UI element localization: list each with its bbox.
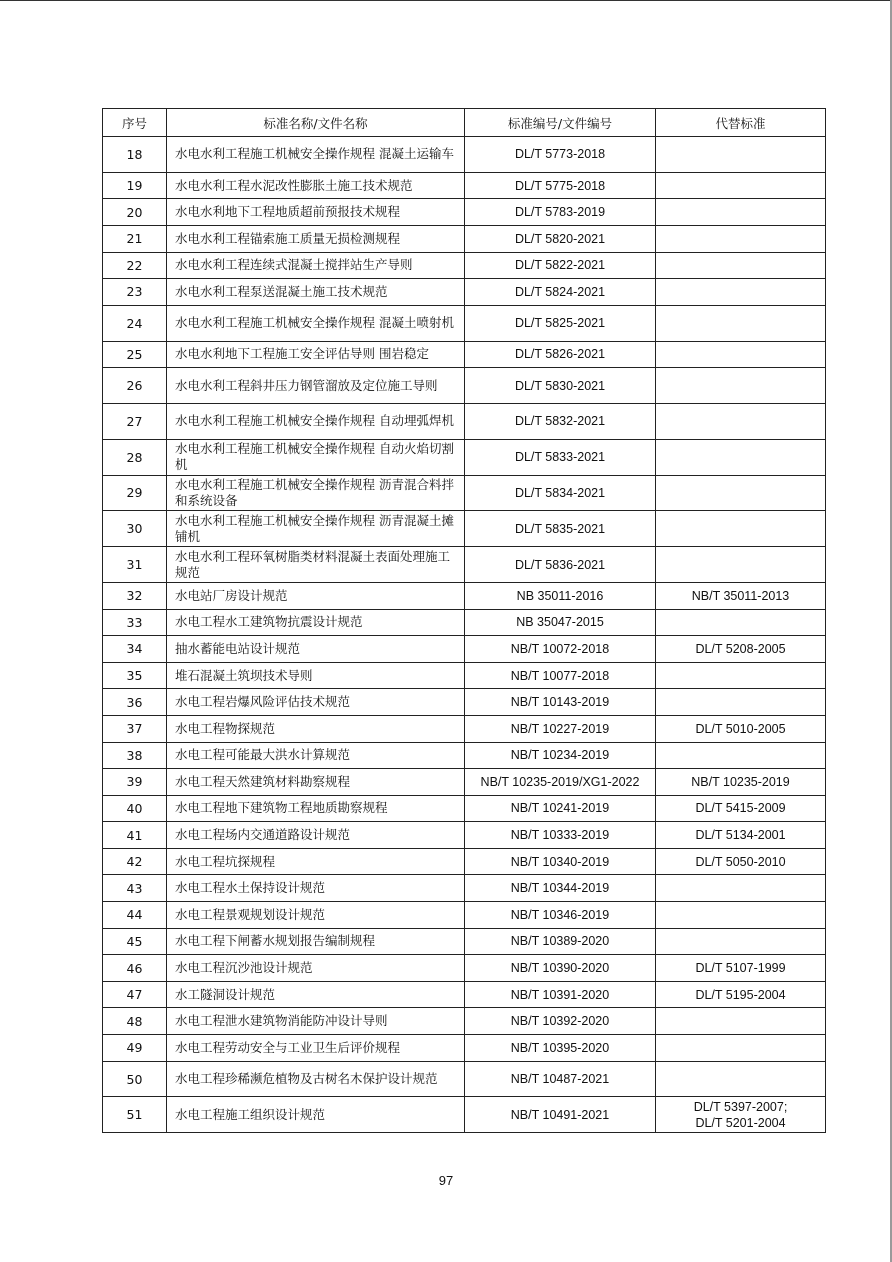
replaced-standard	[656, 848, 826, 875]
row-index: 19	[103, 172, 167, 199]
table-row	[103, 981, 826, 1008]
replaced-standard-line: DL/T 5107-1999	[695, 961, 786, 976]
table-row	[103, 609, 826, 636]
standard-name: 水电水利工程泵送混凝土施工技术规范	[167, 279, 465, 306]
replaced-standard	[656, 1035, 826, 1062]
replaced-standard	[656, 795, 826, 822]
replaced-standard	[656, 689, 826, 716]
replaced-standard	[656, 439, 826, 475]
replaced-standard	[656, 769, 826, 796]
standard-code: NB/T 10491-2021	[465, 1097, 656, 1133]
row-index: 34	[103, 636, 167, 663]
row-index: 32	[103, 582, 167, 609]
row-index: 26	[103, 368, 167, 404]
standard-name: 水电水利工程施工机械安全操作规程 自动火焰切割机	[167, 439, 465, 475]
replaced-standard	[656, 981, 826, 1008]
table-row	[103, 172, 826, 199]
table-row	[103, 902, 826, 929]
table-row	[103, 252, 826, 279]
row-index: 41	[103, 822, 167, 849]
standard-code: DL/T 5783-2019	[465, 199, 656, 226]
table-row	[103, 636, 826, 663]
standard-name: 堆石混凝土筑坝技术导则	[167, 662, 465, 689]
row-index: 35	[103, 662, 167, 689]
standard-name: 水电工程珍稀濒危植物及古树名木保护设计规范	[167, 1061, 465, 1097]
replaced-standard	[656, 172, 826, 199]
replaced-standard-line: DL/T 5397-2007;	[693, 1099, 788, 1114]
row-index: 29	[103, 475, 167, 511]
replaced-standard-line: DL/T 5208-2005	[695, 641, 786, 656]
row-index: 40	[103, 795, 167, 822]
table-header-row	[103, 109, 826, 137]
standard-code: NB 35047-2015	[465, 609, 656, 636]
replaced-standard	[656, 715, 826, 742]
standard-code: NB/T 10346-2019	[465, 902, 656, 929]
table-row	[103, 439, 826, 475]
standard-code: NB/T 10344-2019	[465, 875, 656, 902]
table-row	[103, 742, 826, 769]
header-standard-code: 标准编号/文件编号	[465, 109, 656, 137]
replaced-standard-line: DL/T 5050-2010	[695, 854, 786, 869]
table-row	[103, 848, 826, 875]
replaced-standard	[656, 547, 826, 583]
standard-name: 水电工程泄水建筑物消能防冲设计导则	[167, 1008, 465, 1035]
row-index: 31	[103, 547, 167, 583]
replaced-standard-line: DL/T 5415-2009	[695, 801, 786, 816]
replaced-standard-line: DL/T 5010-2005	[695, 721, 786, 736]
standard-code: DL/T 5835-2021	[465, 511, 656, 547]
row-index: 46	[103, 955, 167, 982]
standard-name: 水电水利工程连续式混凝土搅拌站生产导则	[167, 252, 465, 279]
replaced-standard	[656, 636, 826, 663]
table-row	[103, 225, 826, 252]
table-row	[103, 582, 826, 609]
replaced-standard	[656, 662, 826, 689]
table-row	[103, 341, 826, 368]
standard-name: 水电工程物探规范	[167, 715, 465, 742]
row-index: 51	[103, 1097, 167, 1133]
row-index: 43	[103, 875, 167, 902]
table-row	[103, 689, 826, 716]
standard-code: DL/T 5824-2021	[465, 279, 656, 306]
replaced-standard	[656, 511, 826, 547]
row-index: 45	[103, 928, 167, 955]
row-index: 23	[103, 279, 167, 306]
row-index: 37	[103, 715, 167, 742]
standard-name: 水电工程可能最大洪水计算规范	[167, 742, 465, 769]
standard-code: NB/T 10227-2019	[465, 715, 656, 742]
standard-code: NB/T 10391-2020	[465, 981, 656, 1008]
replaced-standard	[656, 955, 826, 982]
table-row	[103, 403, 826, 439]
standard-code: NB/T 10072-2018	[465, 636, 656, 663]
replaced-standard	[656, 609, 826, 636]
standard-code: NB/T 10340-2019	[465, 848, 656, 875]
row-index: 50	[103, 1061, 167, 1097]
standard-name: 水电工程水工建筑物抗震设计规范	[167, 609, 465, 636]
replaced-standard	[656, 252, 826, 279]
header-replaced-standard: 代替标准	[656, 109, 826, 137]
standard-code: DL/T 5775-2018	[465, 172, 656, 199]
row-index: 47	[103, 981, 167, 1008]
replaced-standard	[656, 305, 826, 341]
replaced-standard-line: DL/T 5201-2004	[695, 1115, 786, 1130]
row-index: 22	[103, 252, 167, 279]
standard-name: 水电工程岩爆风险评估技术规范	[167, 689, 465, 716]
replaced-standard	[656, 928, 826, 955]
standard-code: NB/T 10077-2018	[465, 662, 656, 689]
standard-code: DL/T 5832-2021	[465, 403, 656, 439]
replaced-standard-line: DL/T 5195-2004	[695, 987, 786, 1002]
standard-code: DL/T 5833-2021	[465, 439, 656, 475]
table-row	[103, 769, 826, 796]
replaced-standard	[656, 225, 826, 252]
standard-code: DL/T 5825-2021	[465, 305, 656, 341]
row-index: 44	[103, 902, 167, 929]
row-index: 28	[103, 439, 167, 475]
standard-name: 水电工程景观规划设计规范	[167, 902, 465, 929]
standards-table	[102, 108, 826, 1133]
replaced-standard	[656, 1008, 826, 1035]
standard-name: 水电水利地下工程施工安全评估导则 围岩稳定	[167, 341, 465, 368]
standard-name: 水电水利工程施工机械安全操作规程 沥青混凝土摊铺机	[167, 511, 465, 547]
standard-name: 水电工程天然建筑材料勘察规程	[167, 769, 465, 796]
standard-name: 水电水利工程斜井压力钢管溜放及定位施工导则	[167, 368, 465, 404]
standard-name: 水电工程地下建筑物工程地质勘察规程	[167, 795, 465, 822]
replaced-standard	[656, 279, 826, 306]
standard-code: NB/T 10333-2019	[465, 822, 656, 849]
row-index: 36	[103, 689, 167, 716]
replaced-standard	[656, 875, 826, 902]
replaced-standard-line: DL/T 5134-2001	[695, 828, 786, 843]
standard-name: 水电站厂房设计规范	[167, 582, 465, 609]
standard-code: DL/T 5830-2021	[465, 368, 656, 404]
replaced-standard	[656, 199, 826, 226]
table-row	[103, 822, 826, 849]
standard-name: 水电工程施工组织设计规范	[167, 1097, 465, 1133]
replaced-standard	[656, 902, 826, 929]
table-row	[103, 928, 826, 955]
standard-code: DL/T 5834-2021	[465, 475, 656, 511]
table-row	[103, 1061, 826, 1097]
table-row	[103, 475, 826, 511]
standard-code: NB/T 10143-2019	[465, 689, 656, 716]
standard-code: NB/T 10392-2020	[465, 1008, 656, 1035]
replaced-standard	[656, 403, 826, 439]
standard-code: NB/T 10234-2019	[465, 742, 656, 769]
table-row	[103, 199, 826, 226]
row-index: 24	[103, 305, 167, 341]
row-index: 27	[103, 403, 167, 439]
standard-name: 水电工程沉沙池设计规范	[167, 955, 465, 982]
header-index: 序号	[103, 109, 167, 137]
standard-code: DL/T 5836-2021	[465, 547, 656, 583]
table-row	[103, 662, 826, 689]
replaced-standard-line: NB/T 10235-2019	[691, 774, 790, 789]
replaced-standard	[656, 822, 826, 849]
table-row	[103, 305, 826, 341]
standard-name: 水电水利地下工程地质超前预报技术规程	[167, 199, 465, 226]
replaced-standard	[656, 475, 826, 511]
table-row	[103, 715, 826, 742]
row-index: 39	[103, 769, 167, 796]
standard-name: 水电工程劳动安全与工业卫生后评价规程	[167, 1035, 465, 1062]
table-row	[103, 1097, 826, 1133]
row-index: 48	[103, 1008, 167, 1035]
row-index: 49	[103, 1035, 167, 1062]
standard-name: 水电水利工程施工机械安全操作规程 混凝土喷射机	[167, 305, 465, 341]
replaced-standard-line: NB/T 35011-2013	[691, 588, 790, 603]
table-row	[103, 368, 826, 404]
replaced-standard	[656, 368, 826, 404]
top-border-line	[0, 0, 892, 1]
standard-name: 水电工程下闸蓄水规划报告编制规程	[167, 928, 465, 955]
table-body	[103, 137, 826, 1133]
standard-name: 抽水蓄能电站设计规范	[167, 636, 465, 663]
standard-code: DL/T 5773-2018	[465, 137, 656, 173]
standard-name: 水电水利工程施工机械安全操作规程 混凝土运输车	[167, 137, 465, 173]
standard-code: NB/T 10395-2020	[465, 1035, 656, 1062]
standard-code: DL/T 5826-2021	[465, 341, 656, 368]
replaced-standard	[656, 1061, 826, 1097]
standard-name: 水电水利工程环氧树脂类材料混凝土表面处理施工规范	[167, 547, 465, 583]
standard-code: DL/T 5822-2021	[465, 252, 656, 279]
header-standard-name: 标准名称/文件名称	[167, 109, 465, 137]
row-index: 20	[103, 199, 167, 226]
standard-code: NB/T 10390-2020	[465, 955, 656, 982]
standard-name: 水电水利工程施工机械安全操作规程 沥青混合料拌和系统设备	[167, 475, 465, 511]
standard-name: 水电工程坑探规程	[167, 848, 465, 875]
table-row	[103, 547, 826, 583]
table-row	[103, 137, 826, 173]
row-index: 18	[103, 137, 167, 173]
row-index: 30	[103, 511, 167, 547]
standard-name: 水电工程场内交通道路设计规范	[167, 822, 465, 849]
replaced-standard	[656, 582, 826, 609]
standard-code: DL/T 5820-2021	[465, 225, 656, 252]
standard-name: 水工隧洞设计规范	[167, 981, 465, 1008]
replaced-standard	[656, 137, 826, 173]
standard-code: NB/T 10235-2019/XG1-2022	[465, 769, 656, 796]
standard-name: 水电工程水土保持设计规范	[167, 875, 465, 902]
table-row	[103, 1035, 826, 1062]
table-row	[103, 795, 826, 822]
replaced-standard	[656, 1097, 826, 1133]
row-index: 25	[103, 341, 167, 368]
table-row	[103, 1008, 826, 1035]
table-row	[103, 511, 826, 547]
replaced-standard	[656, 341, 826, 368]
standard-code: NB/T 10487-2021	[465, 1061, 656, 1097]
row-index: 42	[103, 848, 167, 875]
row-index: 21	[103, 225, 167, 252]
row-index: 33	[103, 609, 167, 636]
replaced-standard	[656, 742, 826, 769]
table-row	[103, 955, 826, 982]
standard-code: NB/T 10389-2020	[465, 928, 656, 955]
standard-name: 水电水利工程水泥改性膨胀土施工技术规范	[167, 172, 465, 199]
page-number: 97	[438, 1173, 454, 1188]
table-row	[103, 279, 826, 306]
standard-name: 水电水利工程施工机械安全操作规程 自动埋弧焊机	[167, 403, 465, 439]
standard-code: NB 35011-2016	[465, 582, 656, 609]
table-row	[103, 875, 826, 902]
standard-code: NB/T 10241-2019	[465, 795, 656, 822]
row-index: 38	[103, 742, 167, 769]
standard-name: 水电水利工程锚索施工质量无损检测规程	[167, 225, 465, 252]
